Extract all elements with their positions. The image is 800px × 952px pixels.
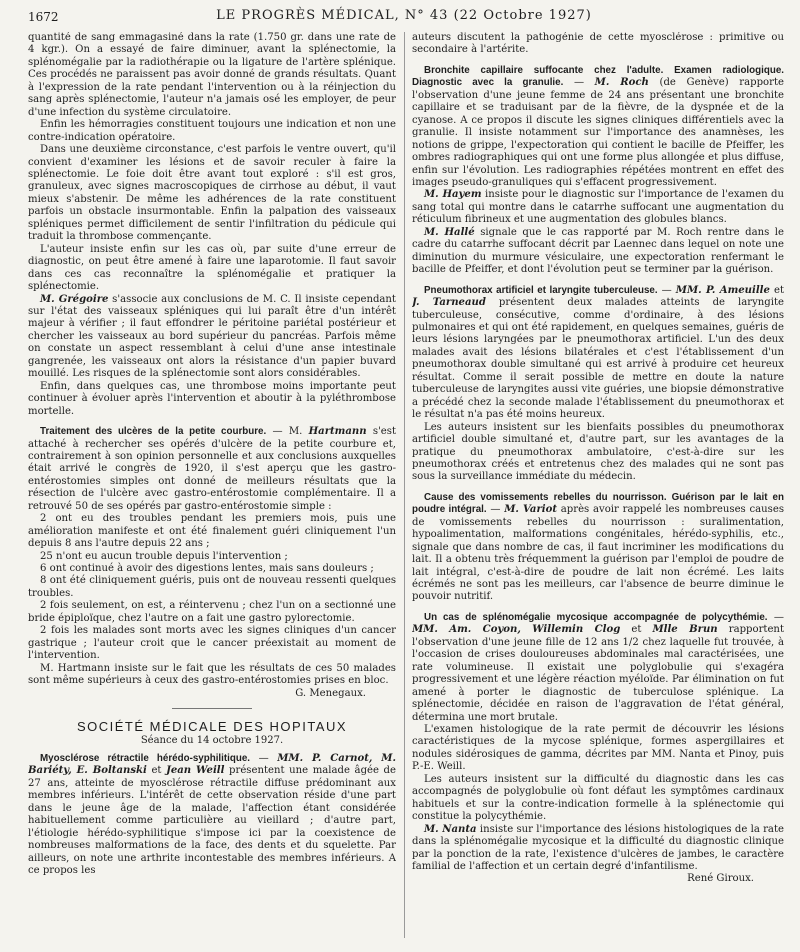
author-name: Mlle Brun [652,624,718,636]
paragraph: Enfin, dans quelques cas, une thrombose moins importante peut continuer à évoluer après l'intervention et aboutir à la pyléthrombose mortelle. [28,380,396,417]
paragraph: Les auteurs insistent sur les bienfaits possibles du pneumothorax artificiel double simultané et, d'autre part, sur les avantages de la pratique du pneumothorax ambulatoire, c'est-à-dire sur les pneumothorax créés et entretenus chez des malades qui ne sont pas sous la surveillance immédiate du médecin. [412,421,784,483]
page-header [28,6,780,28]
list-item: 8 ont été cliniquement guéris, puis ont de nouveau ressenti quelques troubles. [28,575,396,599]
society-title: SOCIÉTÉ MÉDICALE DES HOPITAUX [76,719,348,735]
running-title: LE PROGRÈS MÉDICAL, N° 43 (22 Octobre 1927) [216,8,592,23]
signature: G. Menegaux. [295,687,366,699]
author-name: J. Tarneaud [412,297,486,309]
paragraph: L'examen histologique de la rate permit de découvrir les lésions caractéristiques de la mycose splénique, formes aspergillaires et nodules sidérosiques de gamma, décrites par MM. Nanta et Pinoy, puis P.-E. Weill. [412,724,784,773]
author-names: MM. Am. Coyon, Willemin Clog [412,624,621,636]
author-name: M. Grégoire [40,293,109,305]
author-names: MM. P. Carnot, M. Bariéty, E. Boltanski [28,753,396,777]
author-name: M. Hayem [424,189,482,201]
author-name: M. Nanta [424,823,477,835]
column-rule [404,32,405,938]
list-item: 2 fois les malades sont morts avec les signes cliniques d'un cancer gastrique ; l'auteur croit que le cancer préexistait au moment de l'intervention. [28,625,396,662]
author-name: Hartmann [308,426,367,438]
section-paragraph: Bronchite capillaire suffocante chez l'adulte. Examen radiologique. Diagnostic avec la granulie. — M. Roch (de Genève) rapporte l'observation d'une jeune femme de 24 ans présentant une bronchite capillaire et se traduisant par de la fièvre, de la dyspnée et de la cyanose. A ce propos il discute les signes cliniques différentiels avec la granulie. Il insiste notamment sur l'importance des anamnèses, les notions de grippe, l'expectoration qui contient le bacille de Pfeiffer, les ombres radiographiques qui ont une forme plus allongée et plus diffuse, enfin sur l'évolution. Les radiographies répétées montrent en effet des images pseudo-granuliques qui s'effacent progressivement. [412,64,784,188]
paragraph: M. Hallé signale que le cas rapporté par M. Roch rentre dans le cadre du catarrhe suffocant décrit par Laennec dans lequel on note une diminution du murmure vésiculaire, une expectoration renfermant le bacille de Pfeiffer, et dont l'évolution peut se terminer par la guérison. [412,226,784,276]
section-title: Traitement des ulcères de la petite courbure. [40,426,267,438]
section-title: Un cas de splénomégalie mycosique accompagnée de polycythémie. [424,611,768,623]
left-column [28,32,396,938]
list-item: 2 ont eu des troubles pendant les premiers mois, puis une amélioration manifeste et ont été finalement guéri cliniquement l'un depuis 8 ans l'autre depuis 22 ans ; [28,513,396,550]
signature: René Giroux. [687,873,754,885]
seance-date: Séance du 14 octobre 1927. [140,735,284,747]
author-name: Jean Weill [166,765,225,777]
author-name: M. Hallé [424,226,475,238]
author-names: MM. P. Ameuille [675,284,770,296]
section-paragraph: Traitement des ulcères de la petite courbure. — M. Hartmann s'est attaché à rechercher ses opérés d'ulcère de la petite courbure et, contrairement à son opinion personnelle et aux conclusions auxquelles était arrivé le congrès de 1920, il s'est aperçu que les gastro-entérostomies simples ont donné de meilleurs résultats que la résection de l'ulcère avec gastro-entérostomie complémentaire. Il a retrouvé 50 de ses opérés par gastro-entérostomie simple : [28,426,396,512]
section-paragraph: Cause des vomissements rebelles du nourrisson. Guérison par le lait en poudre intégral. — M. Variot après avoir rappelé les nombreuses causes de vomissements rebelles du nourrisson : suralimentation, hypoalimentation, malformations congénitales, hérédo-syphilis, etc., signale que dans nombre de cas, il faut incriminer les modifications du lait. Il a obtenu très fréquemment la guérison par l'emploi de poudre de lait intégral, c'est-à-dire de poudre de lait non écrémé. Les laits écrémés ne sont pas les meilleurs, car l'absence de beurre diminue le pouvoir nutritif. [412,491,784,603]
paragraph: M. Hayem insiste pour le diagnostic sur l'importance de l'examen du sang total qui montre dans le catarrhe suffocant une augmentation du réticulum fibrineux et une augmentation des globules blancs. [412,189,784,226]
right-column [412,32,784,938]
list-item: 6 ont continué à avoir des digestions lentes, mais sans douleurs ; [40,563,374,575]
author-name: M. Variot [504,504,557,516]
section-paragraph: Un cas de splénomégalie mycosique accompagnée de polycythémie. — MM. Am. Coyon, Willemin Clog et Mlle Brun rapportent l'observation d'une jeune fille de 12 ans 1/2 chez laquelle fut trouvée, à l'occasion de crises douloureuses abdominales mal caractérisées, une rate volumineuse. Il existait une polyglobulie qui s'exagéra progressivement et une légère réaction myéloïde. Par élimination on fut amené à porter le diagnostic de tuberculose splénique. La splénectomie, décidée en raison de l'aggravation de l'état général, détermina une mort brutale. [412,611,784,723]
section-divider [172,708,252,709]
section-paragraph: Myosclérose rétractile hérédo-syphilitique. — MM. P. Carnot, M. Bariéty, E. Boltanski et Jean Weill présentent une malade âgée de 27 ans, atteinte de myosclérose rétractile diffuse prédominant aux membres inférieurs. L'intérêt de cette observation réside d'une part dans le jeune âge de la malade, l'affection étant considérée habituellement comme particulière au vieillard ; d'autre part, l'étiologie hérédo-syphilitique s'impose ici par la coexistence de nombreuses malformations de la face, des dents et du squelette. Par ailleurs, on note une arthrite incontestable des membres inférieurs. A ce propos les [28,753,396,877]
list-item: 2 fois seulement, on est, a réintervenu ; chez l'un on a sectionné une bride épiploïque, chez l'autre on a fait une gastro pylorectomie. [28,600,396,624]
paragraph: quantité de sang emmagasiné dans la rate (1.750 gr. dans une rate de 4 kgr.). On a essayé de faire diminuer, avant la splénectomie, la splénomégalie par la radiothérapie ou la ligature de l'artère splénique. Ces procédés ne paraissent pas avoir donné de grands résultats. Quant à l'expression de la rate pendant l'intervention ou à la réinjection du sang après splénectomie, l'auteur n'a jamais osé les employer, de peur d'une infection du système circulatoire. [28,32,396,118]
paragraph: Les auteurs insistent sur la difficulté du diagnostic dans les cas accompagnés de polyglobulie où font défaut les symptômes cardinaux habituels et sur la contre-indication formelle à la splénectomie qui constitue la polycythémie. [412,773,784,823]
author-name: M. Roch [594,77,649,89]
paragraph: L'auteur insiste enfin sur les cas où, par suite d'une erreur de diagnostic, on peut être amené à faire une laparotomie. Il faut savoir dans ces cas reconnaître la splénomégalie et pratiquer la splénectomie. [28,243,396,293]
page-number: 1672 [28,10,59,24]
paragraph: Enfin les hémorragies constituent toujours une indication et non une contre-indication opératoire. [28,119,396,143]
paragraph: auteurs discutent la pathogénie de cette myosclérose : primitive ou secondaire à l'artérite. [412,32,784,56]
section-title: Pneumothorax artificiel et laryngite tuberculeuse. [424,284,658,296]
section-paragraph: Pneumothorax artificiel et laryngite tuberculeuse. — MM. P. Ameuille et J. Tarneaud présentent deux malades atteints de laryngite tuberculeuse, consécutive, comme d'ordinaire, à des lésions pulmonaires et qui ont été rapidement, en quelques semaines, guéris de leurs lésions laryngées par le pneumothorax artificiel. L'un des deux malades avait des lésions bilatérales et c'est l'établissement d'un pneumothorax double simultané qui est arrivé à produire cet heureux résultat. Comme il serait possible de mettre en doute la nature tuberculeuse de laryngites aussi vite guéries, une biopsie démonstrative a précédé chez la seconde malade l'établissement du pneumothorax et le résultat n'a pas été moins heureux. [412,284,784,421]
section-title: Cause des vomissements rebelles du nourrisson. Guérison par le lait en poudre intégral. [412,491,784,516]
section-title: Myosclérose rétractile hérédo-syphilitique. [40,753,250,765]
list-item: 25 n'ont eu aucun trouble depuis l'intervention ; [40,550,288,562]
section-title: Bronchite capillaire suffocante chez l'adulte. Examen radiologique. Diagnostic avec la granulie. [412,64,784,89]
paragraph: M. Grégoire s'associe aux conclusions de M. C. Il insiste cependant sur l'état des vaisseaux spléniques qui lui paraît être d'un intérêt majeur à vérifier ; il faut effondrer le péritoine pariétal postérieur et chercher les vaisseaux au bord supérieur du pancréas. Parfois même on constate un aspect ressemblant à celui d'une anse intestinale gangrenée, les vaisseaux ont alors la résistance d'un papier buvard mouillé. Les risques de la splénectomie sont alors considérables. [28,293,396,380]
list-item: M. Hartmann insiste sur le fait que les résultats de ces 50 malades sont même supérieurs à ceux des gastro-entérostomies prises en bloc. [28,662,396,687]
paragraph: Dans une deuxième circonstance, c'est parfois le ventre ouvert, qu'il convient d'examiner les lésions et de savoir reculer à faire la splénectomie. Le foie doit être avant tout exploré : s'il est gros, granuleux, avec signes macroscopiques de cirrhose au début, il vaut mieux s'abstenir. De même les adhérences de la rate constituent parfois un obstacle insurmontable. Enfin la palpation des vaisseaux spléniques permet difficilement de sentir l'infiltration du pédicule qui traduit la thrombose commençante. [28,144,396,243]
paragraph: M. Nanta insiste sur l'importance des lésions histologiques de la rate dans la splénomégalie mycosique et la difficulté du diagnostic clinique par la ponction de la rate, l'existence d'ulcères de jambes, le caractère familial de l'affection et un certain degré d'infantilisme. [412,823,784,872]
